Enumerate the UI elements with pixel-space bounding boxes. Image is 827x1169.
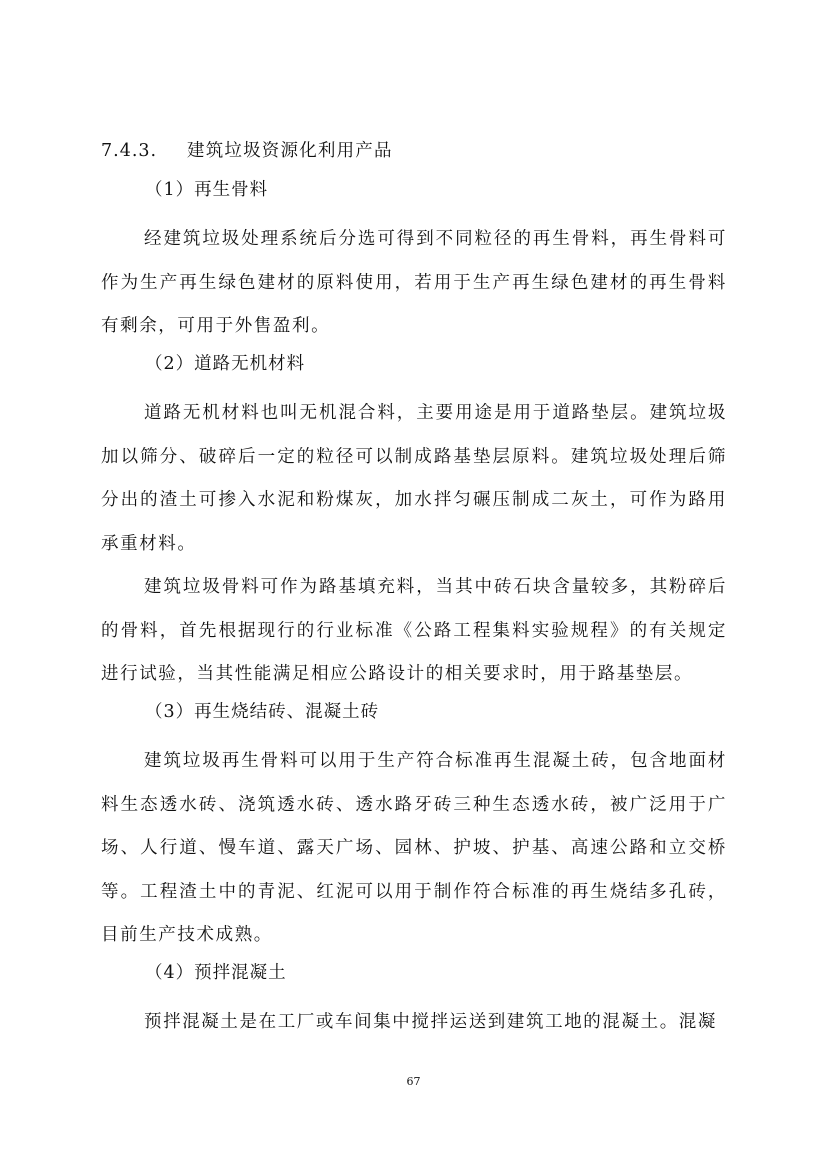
subheading-ready-mixed-concrete: （4）预拌混凝土 — [145, 963, 287, 983]
subheading-recycled-aggregate: （1）再生骨料 — [145, 180, 269, 200]
page-number: 67 — [406, 1075, 421, 1088]
section-number: 7.4.3. — [101, 141, 158, 161]
paragraph-recycled-aggregate: 经建筑垃圾处理系统后分选可得到不同粒径的再生骨料，再生骨料可作为生产再生绿色建材的原料使用，若用于生产再生绿色建材的再生骨料有剩余，可用于外售盈利。 — [101, 229, 727, 336]
section-heading — [101, 138, 393, 164]
paragraph-recycled-bricks: 建筑垃圾再生骨料可以用于生产符合标准再生混凝土砖，包含地面材料生态透水砖、浇筑透水砖、透水路牙砖三种生态透水砖，被广泛用于广场、人行道、慢车道、露天广场、园林、护坡、护基、高速公路和立交桥等。工程渣土中的青泥、红泥可以用于制作符合标准的再生烧结多孔砖，目前生产技术成熟。 — [101, 751, 727, 945]
subheading-recycled-bricks: （3）再生烧结砖、混凝土砖 — [145, 702, 380, 722]
paragraph-ready-mixed-concrete: 预拌混凝土是在工厂或车间集中搅拌运送到建筑工地的混凝土。混凝 — [144, 1012, 717, 1032]
subheading-road-inorganic-material: （2）道路无机材料 — [145, 354, 306, 374]
paragraph-subgrade-fill: 建筑垃圾骨料可作为路基填充料，当其中砖石块含量较多，其粉碎后的骨料，首先根据现行的行业标准《公路工程集料实验规程》的有关规定进行试验，当其性能满足相应公路设计的相关要求时，用于路基垫层。 — [101, 577, 727, 684]
paragraph-road-inorganic-material: 道路无机材料也叫无机混合料，主要用途是用于道路垫层。建筑垃圾加以筛分、破碎后一定的粒径可以制成路基垫层原料。建筑垃圾处理后筛分出的渣土可掺入水泥和粉煤灰，加水拌匀碾压制成二灰土，可作为路用承重材料。 — [101, 403, 727, 554]
section-title: 建筑垃圾资源化利用产品 — [187, 141, 393, 161]
